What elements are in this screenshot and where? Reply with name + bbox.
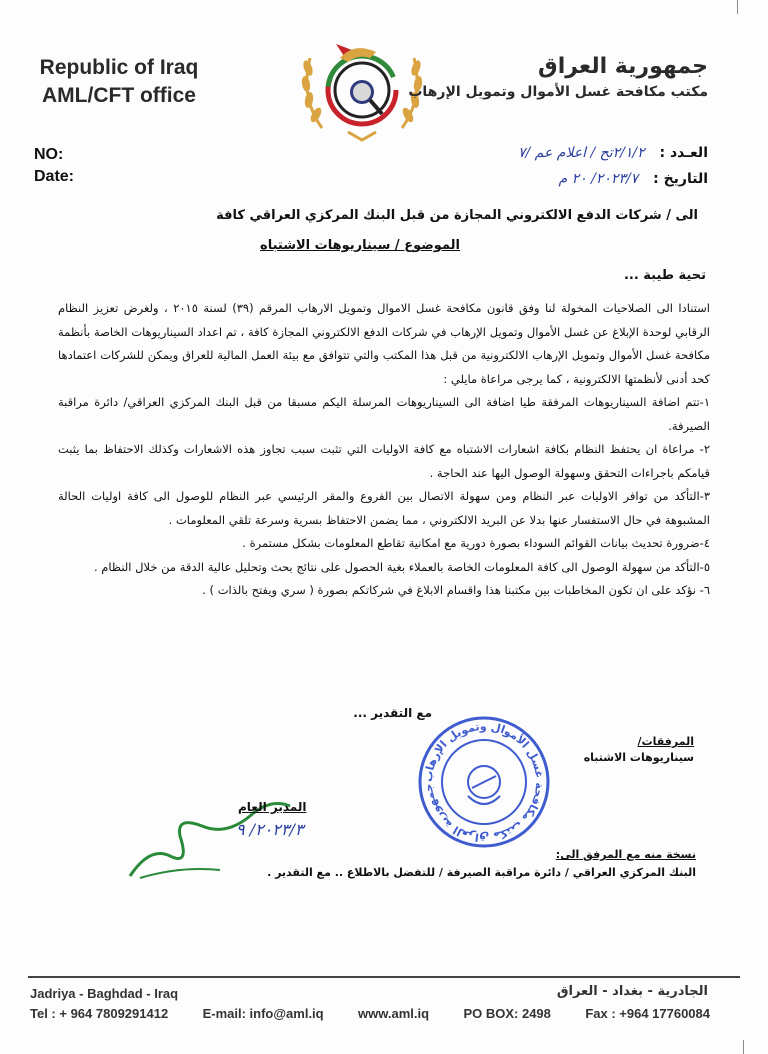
scan-corner-mark (743, 1040, 768, 1054)
website-link[interactable]: www.aml.iq (358, 1006, 430, 1021)
contact-line (30, 1006, 710, 1021)
letter-body (58, 297, 710, 603)
list-item: ٥-التأكد من سهولة الوصول الى كافة المعلومات الخاصة بالعملاء بغية الحصول على نتائج بحث وتحليل عالية الدقة من خلال النظام . (93, 559, 710, 574)
arabic-number-label: العـدد : (659, 145, 708, 161)
official-stamp (414, 712, 554, 852)
arabic-date-label: التاريخ : (653, 171, 708, 187)
arabic-date-row (518, 166, 708, 192)
list-item: ١-تتم اضافة السيناريوهات المرفقة طيا اضافة الى السيناريوهات المرسلة اليكم مسبقا من قبل البنك المركزي العراقي/ دائرة مراقبة الصيرفة. (58, 395, 710, 433)
closing-line: مع التقدير ... (353, 706, 432, 720)
number-label: NO: (34, 146, 64, 163)
phone-number: Tel : + 964 7809291412 (30, 1006, 169, 1021)
fax-number: Fax : +964 17760084 (585, 1006, 710, 1021)
list-item: ٣-التأكد من توافر الاوليات عبر النظام ومن سهولة الاتصال بين الفروع والمقر الرئيسي عبر النظام للوصول الى كافة اوليات الحالة المشبوهة في حال الاستفسار عنها بدلا عن البريد الالكتروني ، مما يضمن الاحتفاظ بسرية وسرعة تلقي المعلومات . (58, 489, 710, 527)
stamp-text: جمهورية العراق مكتب مكافحة غسل الأموال وتمويل الإرهاب (421, 719, 547, 845)
english-header-office: AML/CFT office (42, 84, 196, 107)
subject-line: الموضوع / سيناريوهات الاشتباه (260, 238, 460, 253)
handwritten-number: ٢/١/٢تح / اعلام عم /٧ (517, 145, 645, 161)
address-arabic: الجادرية - بغداد - العراق (556, 984, 708, 999)
copy-label: نسخة منه مع المرفق الى: (555, 848, 696, 861)
attachments-item: سيناريوهات الاشتباه (583, 751, 694, 764)
attachments-label: المرفقات/ (637, 735, 694, 748)
list-item: ٤-ضرورة تحديث بيانات القوائم السوداء بصورة دورية مع امكانية تقاطع المعلومات بشكل مستمرة . (242, 536, 710, 550)
reference-fields-arabic (518, 140, 708, 192)
po-box: PO BOX: 2498 (463, 1006, 551, 1021)
attachments-block (584, 734, 694, 766)
list-item: ٦- نؤكد على ان تكون المخاطبات بين مكتبنا هذا واقسام الابلاغ في شركاتكم بصورة ( سري ويفتح بالذات ) . (202, 583, 710, 597)
arabic-header-office: مكتب مكافحة غسل الأموال وتمويل الإرهاب (408, 84, 708, 100)
footer-divider (28, 976, 740, 978)
signature-date: ٢٠٢٣/٣/ ٩ (236, 820, 304, 839)
arabic-header-country: جمهورية العراق (538, 54, 708, 79)
director-title: المدير العام (238, 800, 307, 814)
greeting: تحية طيبة ... (623, 268, 706, 283)
date-label: Date: (34, 168, 75, 185)
english-header-country: Republic of Iraq (39, 56, 199, 79)
arabic-header (408, 52, 708, 102)
address-english: Jadriya - Baghdad - Iraq (30, 986, 179, 1001)
arabic-number-row (518, 140, 708, 166)
english-header (36, 54, 202, 110)
recipient-line: الى / شركات الدفع الالكتروني المجازة من قبل البنك المركزي العراقي كافة (216, 208, 698, 223)
intro-paragraph: استنادا الى الصلاحيات المخولة لنا وفق قانون مكافحة غسل الاموال وتمويل الارهاب المرقم (٣٩) لسنة ٢٠١٥ ، ولغرض تعزيز النظام الرقابي لوحدة الإبلاغ عن غسل الأموال وتمويل الإرهاب في شركات الدفع الالكتروني المجازة كافة ، تم اعداد السيناريوهات الخاصة بأنظمة مكافحة غسل الأموال وتمويل الإرهاب الالكترونية من قبل هذا المكتب والتي تتوافق مع بيئة العمل المالية للعراق ويمكن للشركات اعتمادها كحد أدنى لأنظمتها الالكترونية ، كما يرجى مراعاة مايلي : (58, 301, 710, 386)
copy-recipient: البنك المركزي العراقي / دائرة مراقبة الصيرفة / للتفضل بالاطلاع .. مع التقدير . (267, 866, 696, 879)
copy-distribution (267, 846, 696, 882)
email-address[interactable]: E-mail: info@aml.iq (202, 1006, 324, 1021)
list-item: ٢- مراعاة ان يحتفظ النظام بكافة اشعارات الاشتباه مع كافة الاوليات التي تثبت سبب تجاوز هذه الاشعارات وكذلك الاحتفاظ بما يثبت قيامكم باجراءات التحقق وسهولة الوصول اليها عند الحاجة . (58, 442, 710, 480)
handwritten-date: ٢٠٢٣/٧/ ٢٠ م (558, 171, 639, 187)
scan-corner-mark (737, 0, 768, 14)
reference-fields-english (34, 144, 74, 188)
